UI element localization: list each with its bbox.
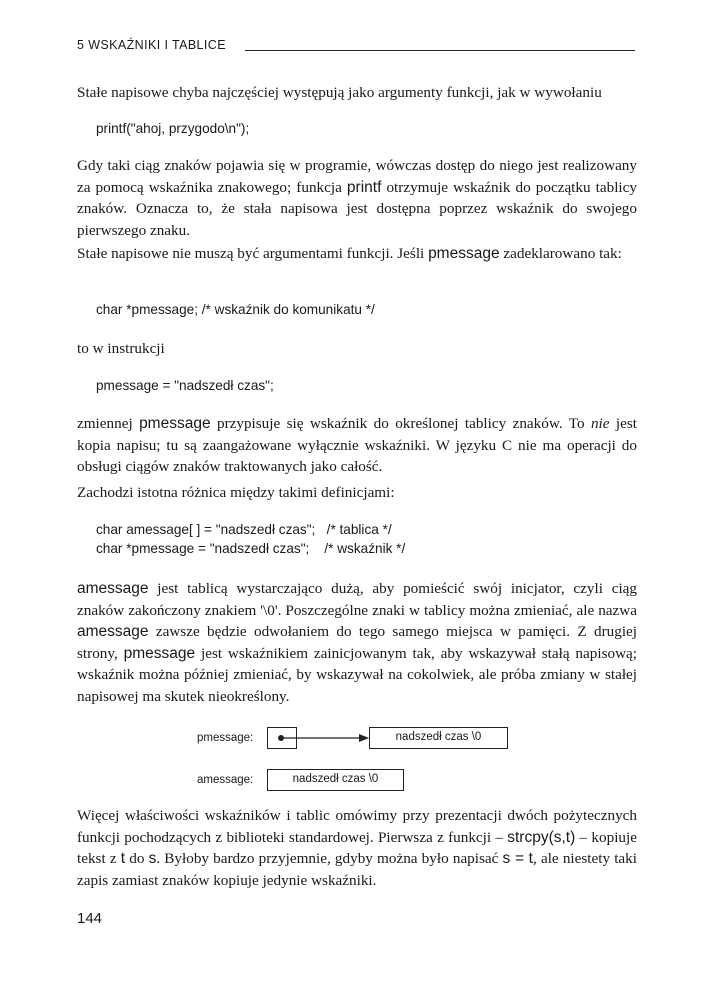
paragraph-5-lead: zmiennej bbox=[77, 415, 140, 432]
paragraph-8-text-a: Więcej właściwości wskaźników i tablic omówimy przy prezentacji dwóch pożytecznych funkcji pochodzących z biblioteki standardowej. Pierwsza z funkcji – bbox=[77, 807, 637, 846]
paragraph-4: to w instrukcji bbox=[77, 340, 165, 357]
code-declaration: char *pmessage; /* wskaźnik do komunikatu */ bbox=[96, 302, 375, 317]
paragraph-7-text-c: jest wskaźnikiem zainicjowanym tak, aby wskazywał stałą napisową; wskaźnik można później zmieniać, by wskazywał na cokolwiek, ale próba zmiany w stałej napisowej ma skutek nieokreślony. bbox=[77, 644, 638, 705]
array-box: nadszedł czas \0 bbox=[267, 769, 404, 791]
paragraph-1: Stałe napisowe chyba najczęściej występują jako argumenty funkcji, jak w wywołaniu bbox=[77, 84, 602, 101]
inline-code-s: s bbox=[148, 850, 157, 867]
inline-code-printf: printf bbox=[346, 178, 382, 196]
inline-code-pmessage: pmessage bbox=[428, 245, 500, 262]
chapter-title: 5 WSKAŹNIKI I TABLICE bbox=[77, 38, 226, 52]
paragraph-2-text-b: otrzymuje wskaźnik do początku tablicy znaków. Oznacza to, że stała napisowa jest dostępna poprzez wskaźnik do swojego pierwszego znaku. bbox=[77, 178, 637, 239]
inline-code-s-eq-t: s = t bbox=[502, 850, 533, 867]
paragraph-8 bbox=[77, 805, 637, 891]
inline-code-pmessage-3: pmessage bbox=[123, 644, 196, 662]
emphasis-nie: nie bbox=[590, 415, 610, 432]
code-line-amessage: char amessage[ ] = "nadszedł czas"; /* tablica */ bbox=[96, 522, 392, 537]
paragraph-8-text-e: , ale niestety taki zapis zamiast znaków kopiuje jedynie wskaźniki. bbox=[77, 850, 637, 889]
paragraph-7-text-b: zawsze będzie odwołaniem do tego samego miejsca w pamięci. Z drugiej strony, bbox=[77, 623, 637, 662]
diagram-label-amessage: amessage: bbox=[197, 774, 254, 786]
paragraph-8-text-d: . Byłoby bardzo przyjemnie, gdyby można było napisać bbox=[156, 850, 503, 867]
paragraph-2-text-a: Gdy taki ciąg znaków pojawia się w programie, wówczas dostęp do niego jest realizowany za pomocą wskaźnika znakowego; funkcja bbox=[77, 157, 637, 196]
string-literal-box: nadszedł czas \0 bbox=[369, 727, 508, 749]
paragraph-8-text-b: – kopiuje tekst z bbox=[77, 828, 637, 867]
inline-code-amessage-2: amessage bbox=[77, 623, 149, 640]
paragraph-3-text-b: zadeklarowano tak: bbox=[499, 245, 622, 262]
paragraph-6: Zachodzi istotna różnica między takimi definicjami: bbox=[77, 484, 395, 501]
inline-code-t: t bbox=[120, 850, 126, 867]
code-line-pmessage: char *pmessage = "nadszedł czas"; /* wskaźnik */ bbox=[96, 541, 406, 556]
paragraph-5-text-a: przypisuje się wskaźnik do określonej tablicy znaków. To bbox=[210, 415, 591, 432]
inline-code-pmessage-2: pmessage bbox=[139, 415, 211, 432]
diagram-label-pmessage: pmessage: bbox=[197, 732, 254, 744]
inline-code-strcpy: strcpy(s,t) bbox=[507, 828, 576, 846]
inline-code-amessage: amessage bbox=[77, 580, 149, 597]
paragraph-5-text-b: jest kopia napisu; tu są zaangażowane wyłącznie wskaźniki. W języku C nie ma operacji do obsługi ciągów znaków traktowanych jako całość. bbox=[77, 415, 637, 475]
page-number: 144 bbox=[77, 910, 103, 927]
code-printf: printf("ahoj, przygodo\n"); bbox=[96, 121, 250, 136]
paragraph-8-text-c: do bbox=[125, 850, 149, 867]
paragraph-3-text-a: Stałe napisowe nie muszą być argumentami funkcji. Jeśli bbox=[77, 245, 429, 262]
paragraph-7-text-a: jest tablicą wystarczająco dużą, aby pomieścić swój inicjator, czyli ciąg znaków zakończony znakiem '\0'. Poszczególne znaki w tablicy można zmieniać, ale nazwa bbox=[77, 580, 637, 619]
code-assignment: pmessage = "nadszedł czas"; bbox=[96, 378, 274, 393]
